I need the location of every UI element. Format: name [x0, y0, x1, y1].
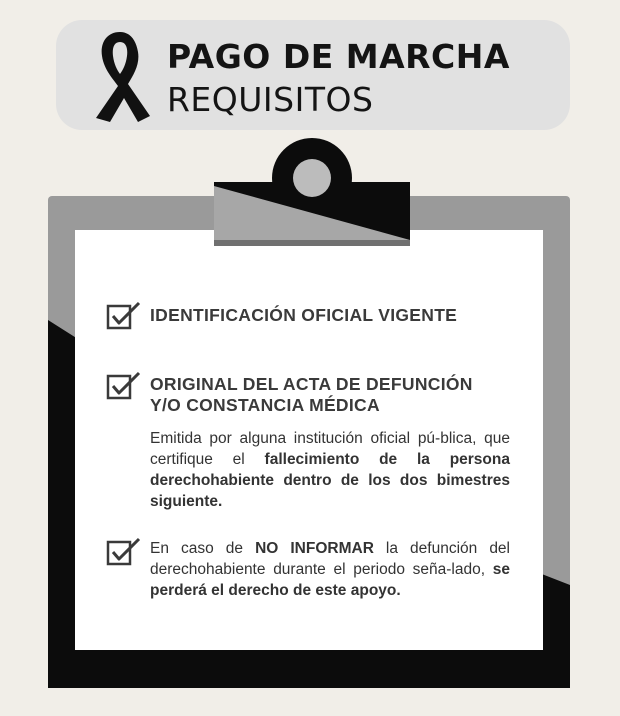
- description-emphasis: NO INFORMAR: [255, 540, 374, 557]
- description-emphasis: fallecimiento de la persona derechohabiente dentro de los dos bimestres siguiente.: [150, 451, 510, 510]
- page-title: PAGO DE MARCHA: [167, 37, 510, 76]
- item-title: IDENTIFICACIÓN OFICIAL VIGENTE: [150, 305, 458, 325]
- checkbox-checked-icon: [106, 370, 142, 400]
- item-title-line-2: Y/O CONSTANCIA MÉDICA: [150, 395, 380, 415]
- checkbox-checked-icon: [106, 536, 142, 566]
- description-text: la defunción del derechohabiente durante el periodo seña-lado,: [150, 540, 510, 578]
- item-description: [150, 538, 510, 601]
- item-description: [150, 428, 510, 512]
- page-subtitle: REQUISITOS: [167, 80, 374, 119]
- description-text: En caso de: [150, 540, 256, 557]
- checkbox-checked-icon: [106, 300, 142, 330]
- description-emphasis: se perderá el derecho de este apoyo.: [150, 561, 510, 599]
- description-text: Emitida por alguna institución oficial pú-blica, que certifique el: [150, 430, 510, 468]
- item-title: ORIGINAL DEL ACTA DE DEFUNCIÓN: [150, 374, 473, 394]
